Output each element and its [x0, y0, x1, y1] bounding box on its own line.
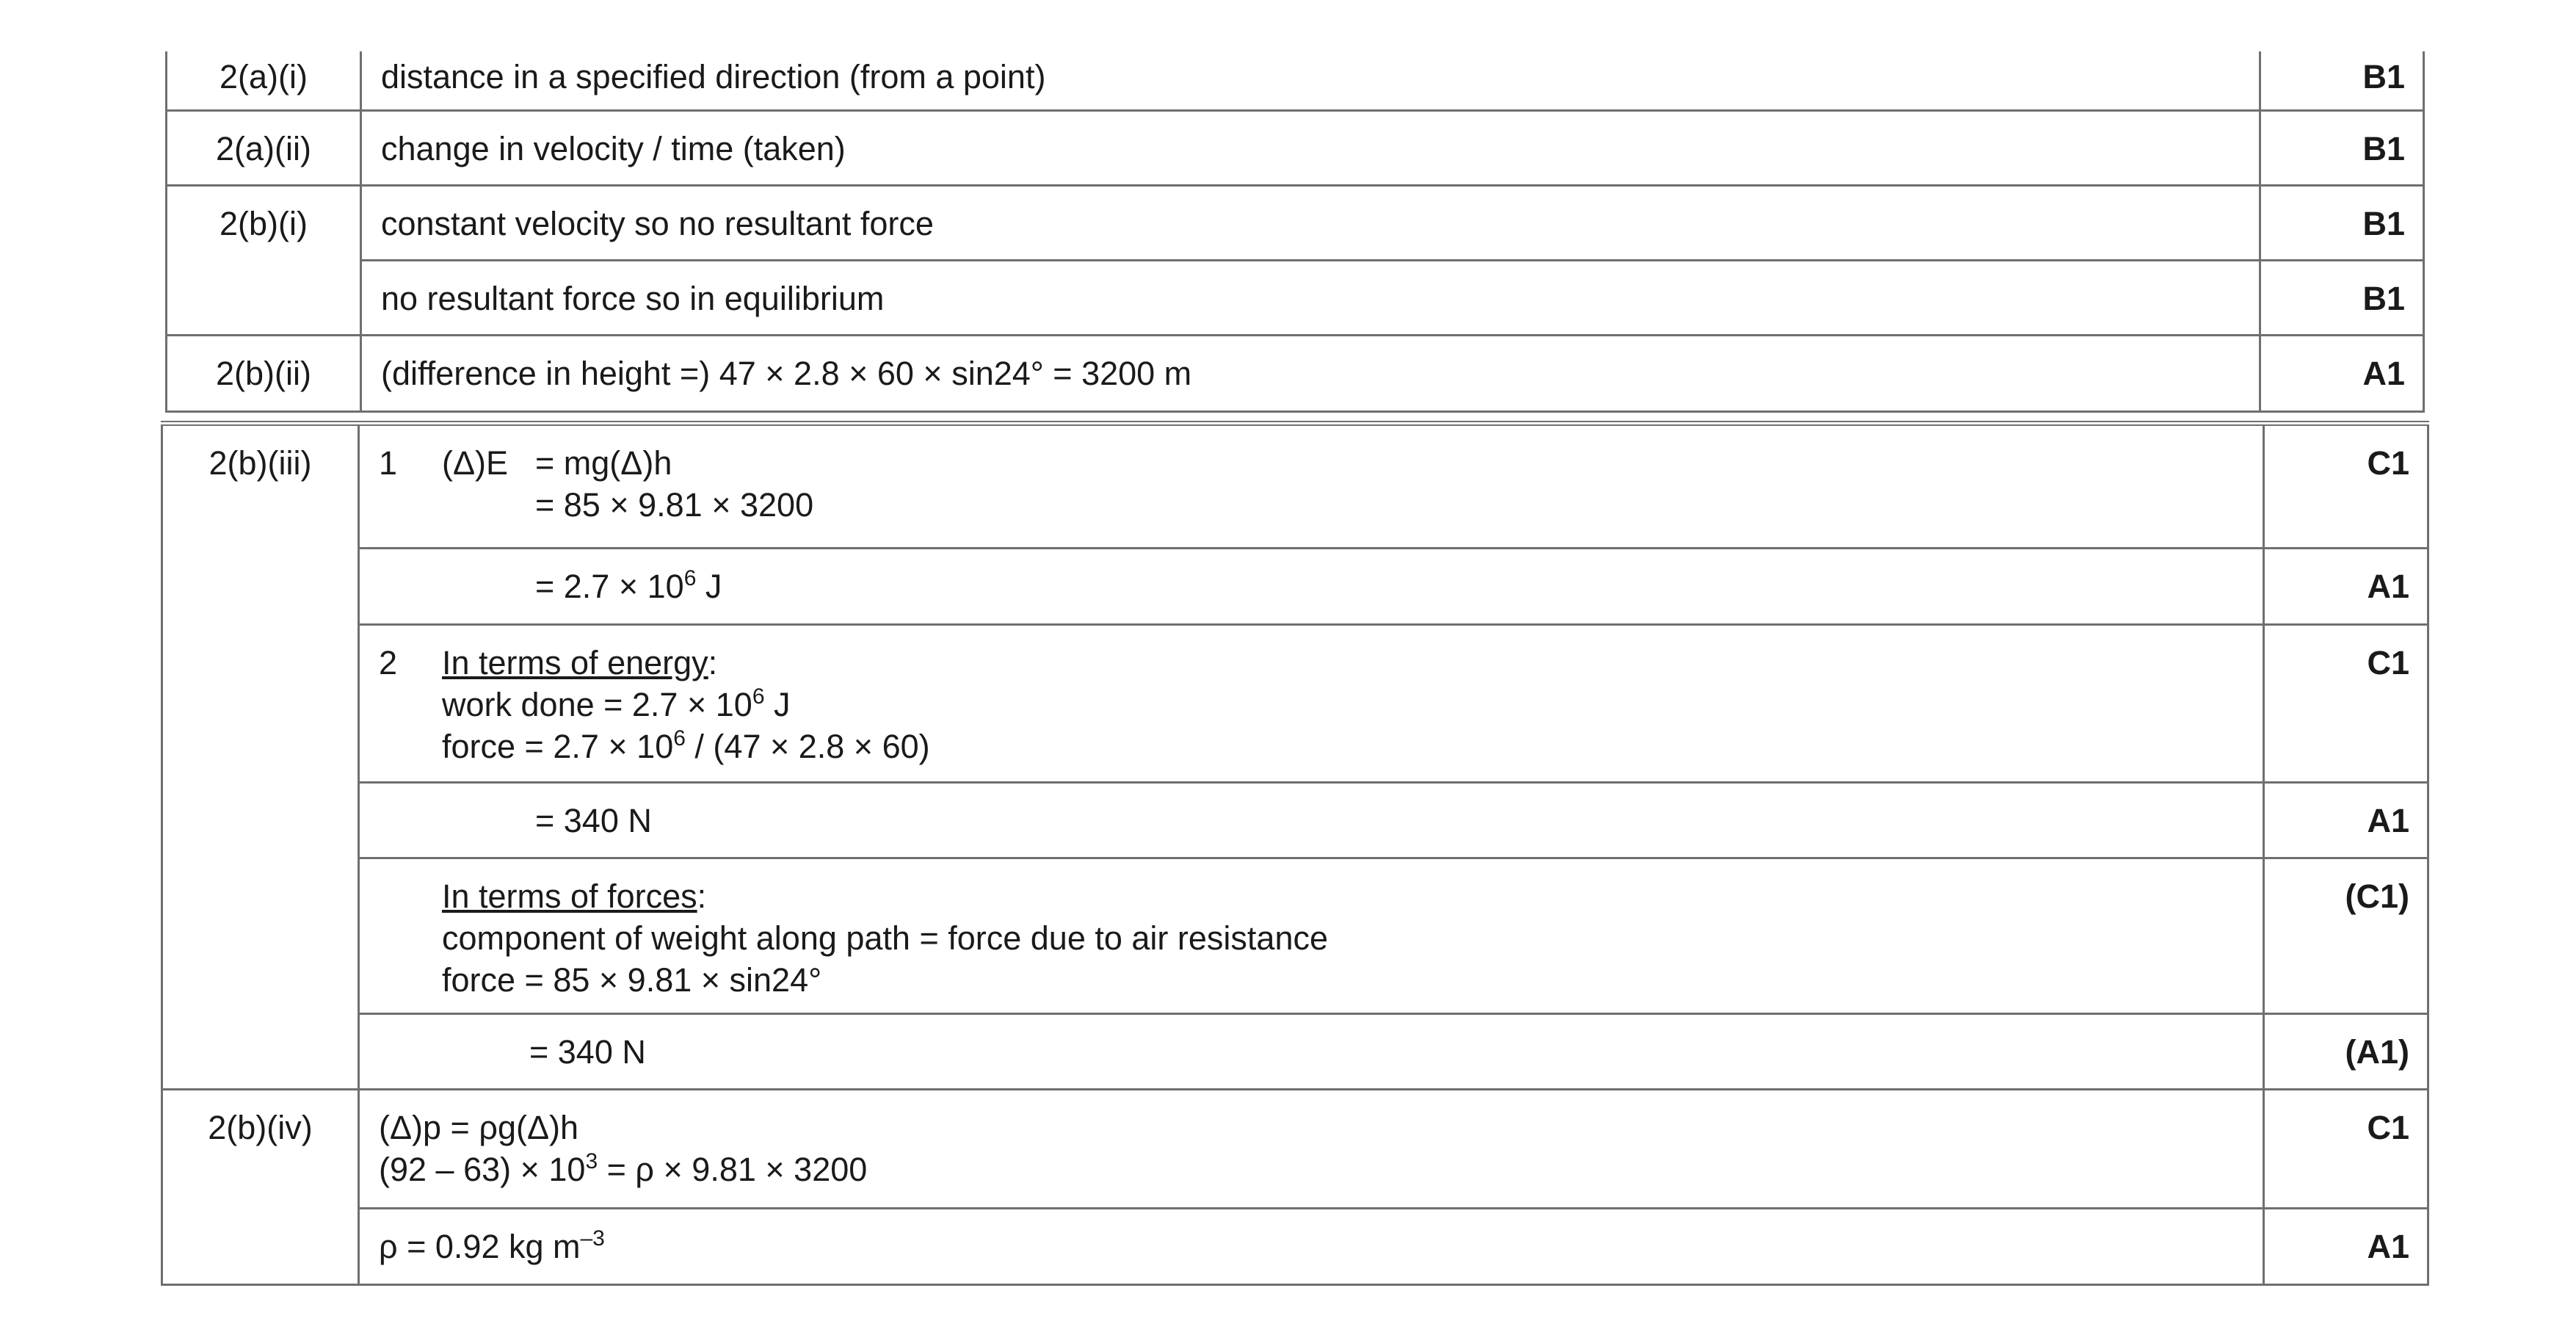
table-row [162, 783, 2428, 858]
question-number: 2(a)(ii) [167, 110, 361, 185]
answer-line [379, 1148, 2263, 1190]
equation-text: work done = 2.7 × 10 [442, 686, 752, 723]
result-value: = 340 N [529, 1033, 646, 1071]
exponent: 3 [585, 1149, 598, 1173]
answer-cell [359, 1090, 2264, 1209]
table-row [167, 335, 2424, 411]
exponent: 6 [673, 726, 686, 750]
answer-cell [359, 783, 2264, 858]
table-row [162, 1014, 2428, 1090]
equation-text: / (47 × 2.8 × 60) [685, 728, 930, 765]
mark-code: (C1) [2264, 858, 2428, 1014]
mark-code: B1 [2260, 185, 2424, 260]
table-row [162, 625, 2428, 783]
result-unit: J [696, 568, 722, 605]
answer-cell [359, 1209, 2264, 1285]
answer-cell [359, 858, 2264, 1014]
question-number: 2(b)(iii) [162, 424, 359, 1090]
answer-line [379, 1226, 2263, 1267]
question-number: 2(a)(i) [167, 51, 361, 110]
equation-text: = ρ × 9.81 × 3200 [598, 1151, 868, 1188]
part-number: 2 [379, 644, 398, 681]
mark-code: C1 [2264, 424, 2428, 549]
equation-rhs: = mg(Δ)h [535, 444, 672, 482]
table-row [167, 185, 2424, 260]
answer-line [379, 684, 2263, 726]
answer-cell [359, 1014, 2264, 1090]
mark-code: A1 [2264, 549, 2428, 625]
exponent: –3 [580, 1226, 605, 1251]
mark-code: B1 [2260, 110, 2424, 185]
table-row [167, 51, 2424, 110]
colon: : [708, 644, 718, 681]
exponent: 6 [683, 566, 697, 590]
answer-line: force = 85 × 9.81 × sin24° [442, 961, 822, 999]
unit: J [764, 686, 791, 723]
answer-line [379, 642, 2263, 684]
equation-lhs: (Δ)E [442, 444, 509, 482]
question-number: 2(b)(i) [167, 185, 361, 335]
answer-text: change in velocity / time (taken) [361, 110, 2260, 185]
mark-code: A1 [2264, 783, 2428, 858]
answer-cell [359, 625, 2264, 783]
question-number: 2(b)(iv) [162, 1090, 359, 1285]
table-row [162, 424, 2428, 549]
mark-code: C1 [2264, 1090, 2428, 1209]
mark-code: A1 [2264, 1209, 2428, 1285]
answer-text: no resultant force so in equilibrium [361, 260, 2260, 335]
result-value: = 2.7 × 10 [535, 568, 684, 605]
part-number: 1 [379, 444, 398, 482]
table-row [167, 260, 2424, 335]
answer-line [379, 565, 2263, 607]
answer-text: (difference in height =) 47 × 2.8 × 60 × sin24° = 3200 m [361, 335, 2260, 411]
mark-code: A1 [2260, 335, 2424, 411]
mark-code: B1 [2260, 51, 2424, 110]
colon: : [697, 878, 707, 915]
answer-line [379, 726, 2263, 767]
mark-scheme-table-part-a [165, 51, 2425, 413]
method-heading: In terms of forces [442, 878, 697, 915]
exponent: 6 [752, 684, 765, 709]
answer-line: = 85 × 9.81 × 3200 [535, 486, 814, 524]
table-row [162, 1090, 2428, 1209]
answer-text: distance in a specified direction (from a point) [361, 51, 2260, 110]
table-row [167, 110, 2424, 185]
answer-cell [359, 549, 2264, 625]
mark-code: C1 [2264, 625, 2428, 783]
equation-text: force = 2.7 × 10 [442, 728, 674, 765]
question-number: 2(b)(ii) [167, 335, 361, 411]
method-heading: In terms of energy [442, 644, 708, 681]
table-row [162, 549, 2428, 625]
result-value: = 340 N [535, 802, 652, 839]
mark-code: B1 [2260, 260, 2424, 335]
answer-line [379, 875, 2263, 917]
answer-line: component of weight along path = force due to air resistance [442, 919, 1329, 957]
mark-code: (A1) [2264, 1014, 2428, 1090]
equation-text: (92 – 63) × 10 [379, 1151, 586, 1188]
table-row [162, 1209, 2428, 1285]
answer-line: (Δ)p = ρg(Δ)h [379, 1109, 579, 1146]
answer-text: constant velocity so no resultant force [361, 185, 2260, 260]
answer-line [379, 442, 2263, 484]
result-value: ρ = 0.92 kg m [379, 1228, 581, 1265]
answer-cell [359, 424, 2264, 549]
mark-scheme-table-part-b [161, 421, 2429, 1286]
table-row [162, 858, 2428, 1014]
